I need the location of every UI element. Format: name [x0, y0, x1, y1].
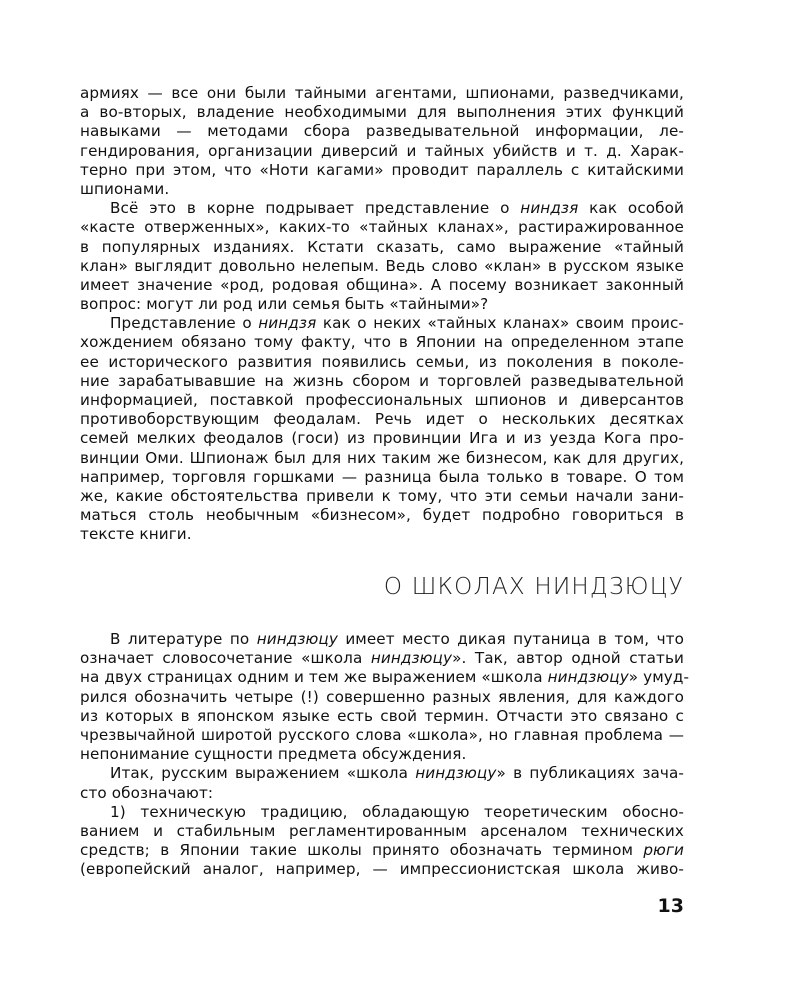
text-line: винции Оми. Шпионаж был для них таким же бизнесом, как для других, [80, 448, 684, 467]
page-number: 13 [657, 895, 684, 917]
text-line: терно при этом, что «Ноти кагами» проводит параллель с китайскими [80, 160, 684, 179]
text-line: семей мелких феодалов (госи) из провинции Ига и из уезда Кога про- [80, 429, 684, 448]
text-line: противоборствующим феодалам. Речь идет о нескольких десятках [80, 410, 684, 429]
text-line: 1) техническую традицию, обладающую теоретическим обосно- [110, 802, 684, 821]
text-line: Итак, русским выражением «школа ниндзюцу» в публикациях зача- [110, 764, 684, 783]
text-line: означает словосочетание «школа ниндзюцу». Так, автор одной статьи [80, 649, 684, 668]
text-line: тексте книги. [80, 525, 192, 544]
text-line: имеет значение «род, родовая община». А посему возникает законный [80, 275, 684, 294]
text-line: сто обозначают: [80, 783, 214, 802]
text-line: средств; в Японии такие школы принято обозначать термином рюги [80, 841, 684, 860]
text-line: а во-вторых, владение необходимыми для выполнения этих функций [80, 103, 684, 122]
page-text-top [80, 84, 684, 545]
text-line: же, какие обстоятельства привели к тому, что эти семьи начали зани- [80, 486, 684, 505]
text-line: ванием и стабильным регламентированным арсеналом технических [80, 821, 684, 840]
text-line: непонимание сущности предмета обсуждения. [80, 745, 467, 764]
text-line: «касте отверженных», каких-то «тайных кланах», растиражированное [80, 218, 684, 237]
text-line: ее исторического развития появились семьи, из поколения в поколе- [80, 352, 684, 371]
text-line: хождением обязано тому факту, что в Японии на определенном этапе [80, 333, 684, 352]
text-line: гендирования, организации диверсий и тайных убийств и т. д. Харак- [80, 141, 684, 160]
section-heading: О ШКОЛАХ НИНДЗЮЦУ [383, 574, 684, 600]
text-line: Всё это в корне подрывает представление о ниндзя как особой [110, 199, 684, 218]
text-line: в популярных изданиях. Кстати сказать, само выражение «тайный [80, 237, 684, 256]
text-line: шпионами. [80, 179, 170, 198]
page-text-bottom [80, 630, 690, 879]
text-line: на двух страницах одним и тем же выражением «школа ниндзюцу» умуд- [80, 668, 690, 687]
text-line: армиях — все они были тайными агентами, шпионами, разведчиками, [80, 84, 684, 102]
text-line: навыками — методами сбора разведывательной информации, ле- [80, 122, 684, 141]
text-line: ние зарабатывавшие на жизнь сбором и торговлей разведывательной [80, 371, 684, 390]
text-line: чрезвычайной широтой русского слова «школа», но главная проблема — [80, 725, 684, 744]
text-line: например, торговля горшками — разница была только в товаре. О том [80, 467, 684, 486]
text-line: маться столь необычным «бизнесом», будет подробно говориться в [80, 506, 684, 525]
text-line: из которых в японском языке есть свой термин. Отчасти это связано с [80, 706, 684, 725]
text-line: клан» выглядит довольно нелепым. Ведь слово «клан» в русском языке [80, 256, 684, 275]
text-line: вопрос: могут ли род или семья быть «тайными»? [80, 295, 489, 314]
text-line: (европейский аналог, например, — импрессионистская школа живо- [80, 860, 684, 879]
text-line: В литературе по ниндзюцу имеет место дикая путаница в том, что [110, 630, 684, 648]
text-line: рился обозначить четыре (!) совершенно разных явления, для каждого [80, 687, 684, 706]
text-line: информацией, поставкой профессиональных шпионов и диверсантов [80, 391, 684, 409]
text-line: Представление о ниндзя как о неких «тайных кланах» своим проис- [110, 314, 684, 333]
